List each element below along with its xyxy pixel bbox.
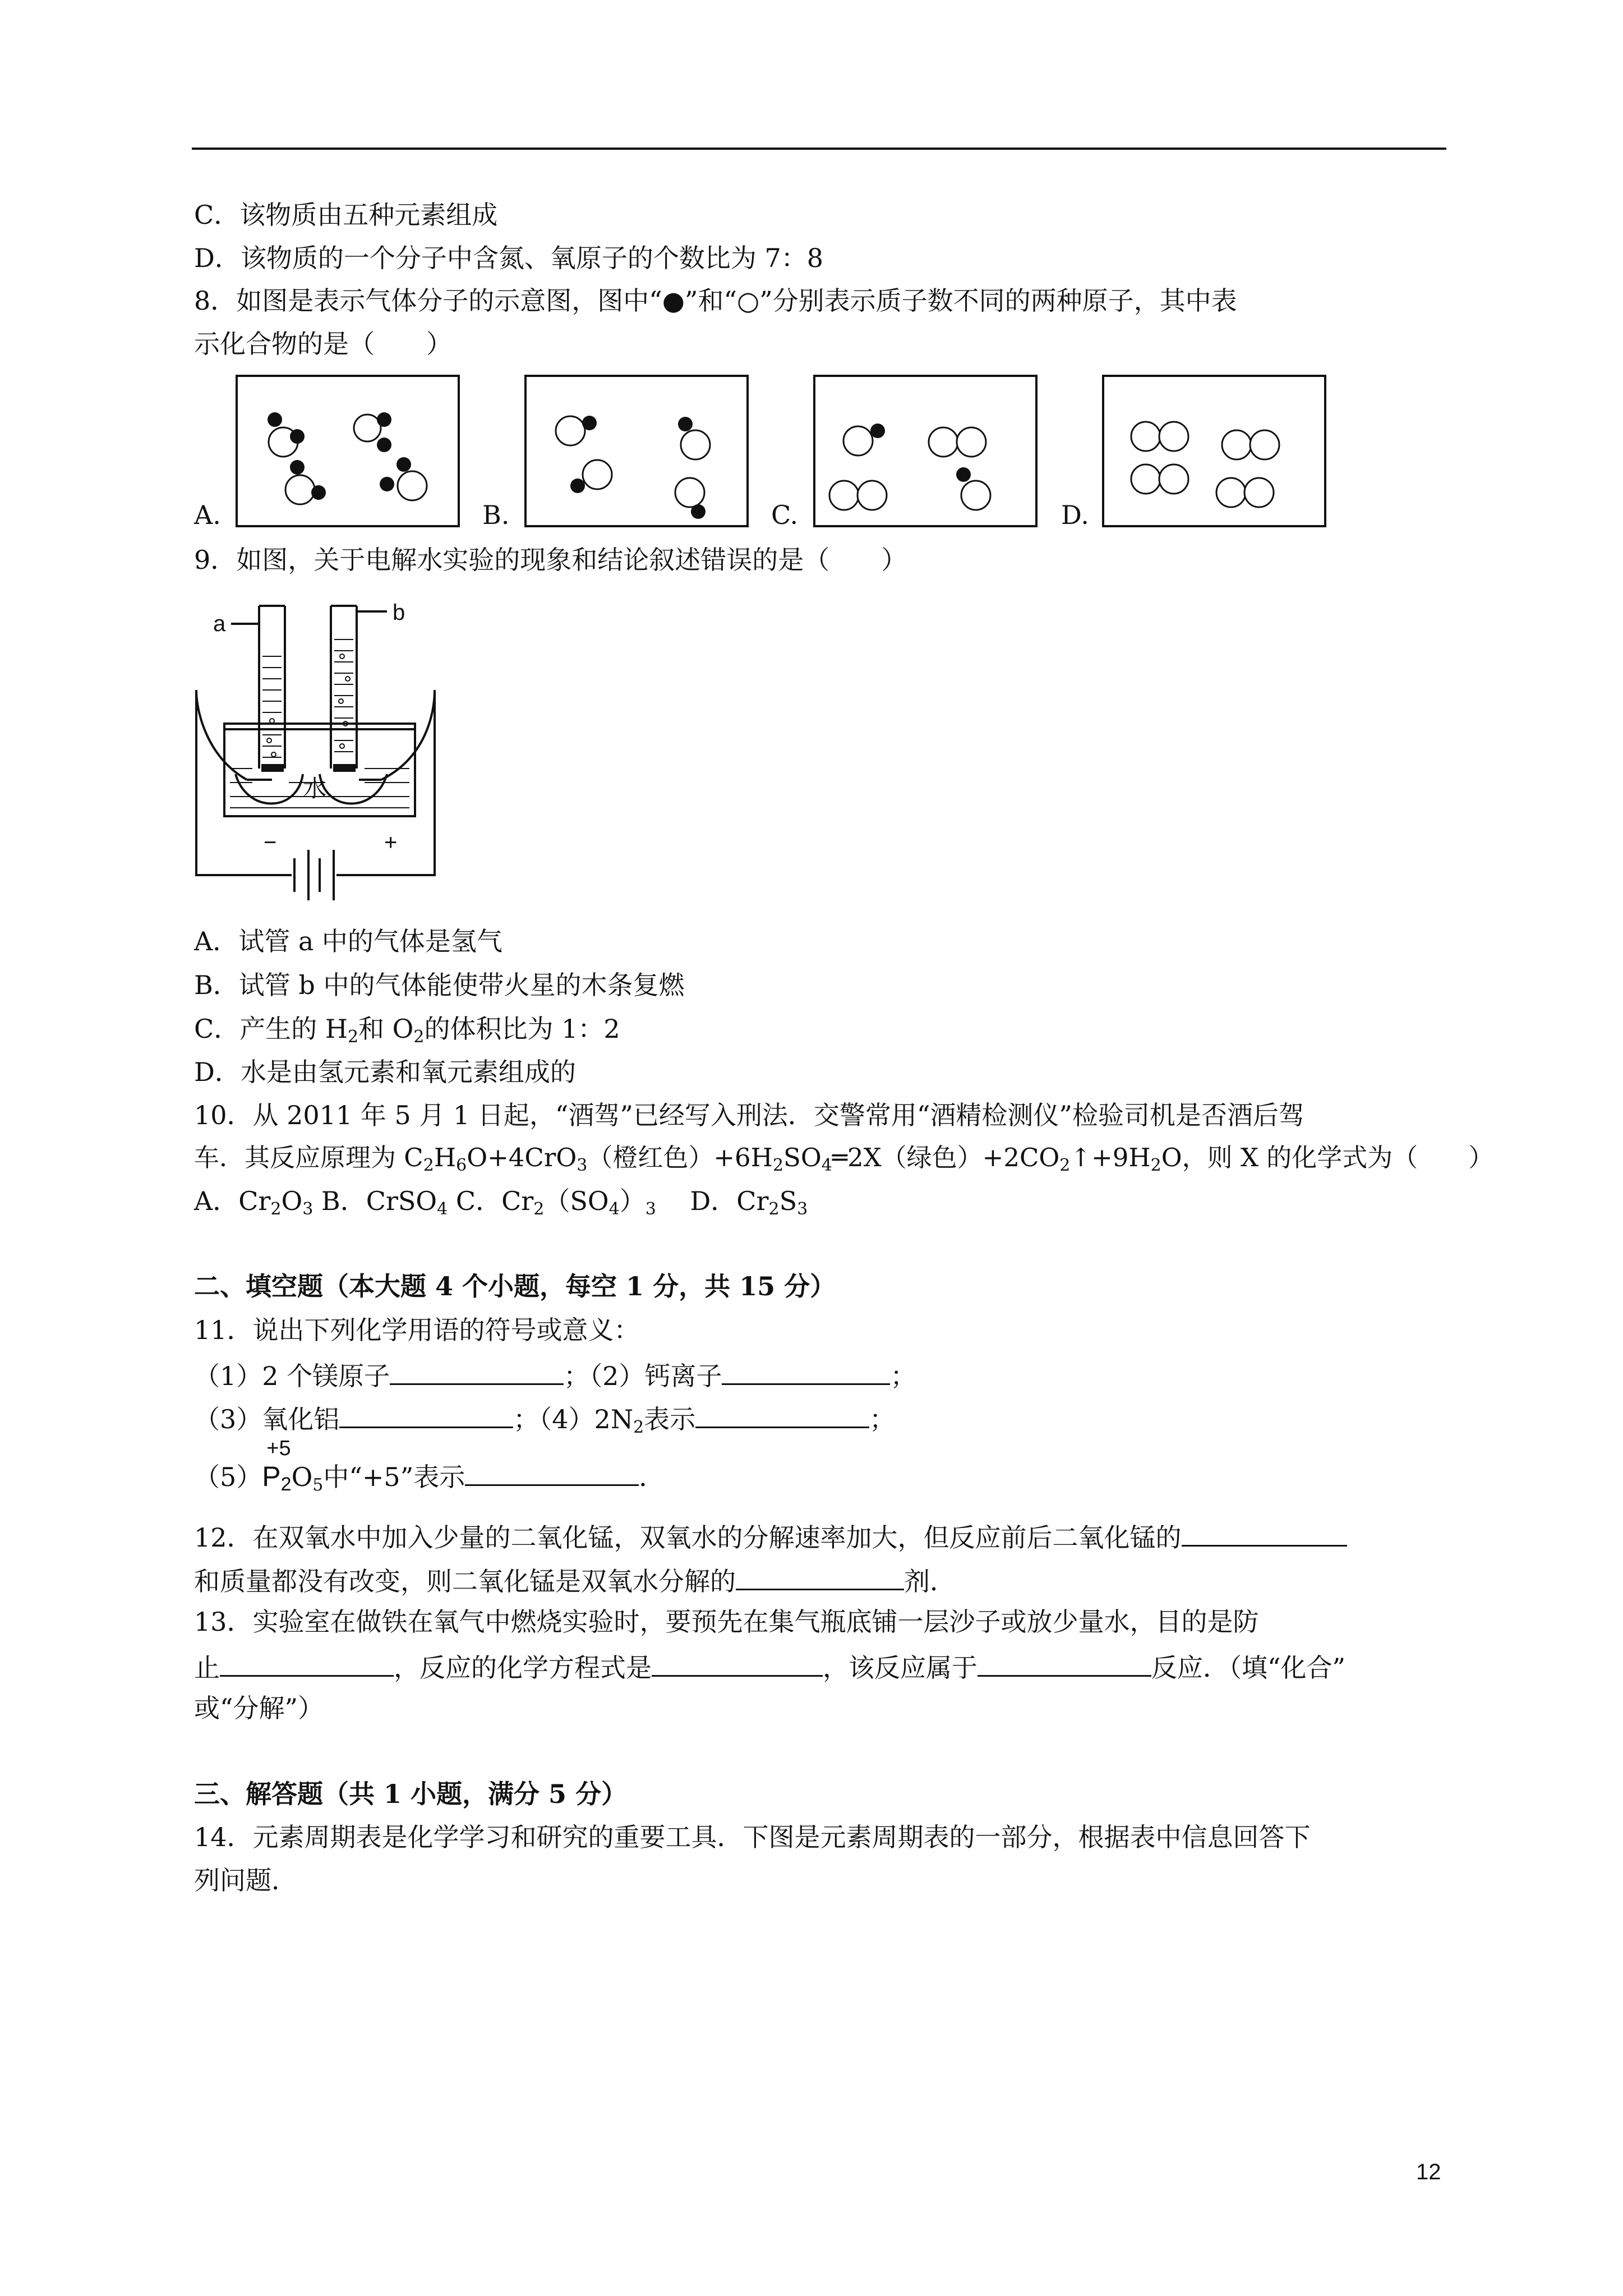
q11-line3: （5） +5 $P_2O_5$中“+5”表示 ． (194, 1437, 665, 1495)
blank-equation[interactable] (652, 1649, 823, 1677)
q13-line2: 止 ，反应的化学方程式是 ，该反应属于 反应．（填“化合” (194, 1649, 1345, 1683)
blank-mno2-property[interactable] (1182, 1519, 1347, 1547)
q9-option-d: D．水是由氢元素和氧元素组成的 (194, 1057, 576, 1087)
tube-b-label: b (393, 600, 405, 625)
q8-label-c: C. (771, 500, 799, 530)
q8-figure-c (813, 375, 1038, 527)
q9-stem: 9．如图，关于电解水实验的现象和结论叙述错误的是（ ） (194, 545, 907, 575)
q13-line3: 或“分解”） (194, 1693, 324, 1723)
q8-label-d: D. (1061, 500, 1089, 530)
tube-a-label: a (213, 611, 226, 636)
blank-al2o3[interactable] (339, 1401, 513, 1428)
q9-option-a: A．试管 a 中的气体是氢气 (194, 926, 502, 956)
blank-2n2-meaning[interactable] (695, 1401, 869, 1428)
q8-label-a: A. (194, 500, 221, 530)
blank-catalyst[interactable] (736, 1563, 904, 1590)
q14-line1: 14．元素周期表是化学学习和研究的重要工具．下图是元素周期表的一部分，根据表中信息回答下 (194, 1822, 1311, 1852)
q12-line2: 和质量都没有改变，则二氧化锰是双氧水分解的 剂． (194, 1563, 956, 1597)
section3-title: 三、解答题（共 1 小题，满分 5 分） (194, 1779, 628, 1809)
q8-figure-b (524, 375, 749, 527)
plus-label: + (384, 830, 398, 855)
blank-purpose[interactable] (220, 1649, 394, 1677)
minus-label: − (264, 830, 277, 855)
q14-line2: 列问题． (194, 1865, 297, 1895)
q7-option-c: C．该物质由五种元素组成 (194, 200, 498, 230)
q11-line2: （3）氧化铝 ；$(4)2N_2$表示 ； (194, 1401, 895, 1443)
q12-line1: 12．在双氧水中加入少量的二氧化锰，双氧水的分解速率加大，但反应前后二氧化锰的 (194, 1519, 1347, 1553)
blank-valence-meaning[interactable] (465, 1458, 639, 1486)
q7-option-d: D．该物质的一个分子中含氮、氧原子的个数比为 7：8 (194, 243, 824, 273)
blank-ca-ion[interactable] (722, 1358, 890, 1385)
q11-line1: （1）2 个镁原子 ；（2）钙离子 ； (194, 1358, 916, 1392)
section2-title: 二、填空题（本大题 4 个小题，每空 1 分，共 15 分） (194, 1271, 836, 1301)
q10-line2: 车．其反应原理为 $C_2H_6O+4CrO_3$（橙红色）$+6H_2SO_4═2X$（绿色）$+2CO_2↑+9H_2O$，则 X 的化学式为（ ） (194, 1143, 1494, 1175)
q9-option-b: B．试管 b 中的气体能使带火星的木条复燃 (194, 970, 685, 1000)
q10-options: A．$Cr_2O_3$ B．CrSO$_4$ C．$Cr_2(SO_4)_3$ D．$Cr_2S_3$ (194, 1186, 808, 1219)
q8-stem-line2: 示化合物的是（ ） (194, 329, 452, 359)
q11-stem: 11．说出下列化学用语的符号或意义： (194, 1315, 640, 1345)
q10-line1: 10．从 2011 年 5 月 1 日起，“酒驾”已经写入刑法．交警常用“酒精检测仪”检验司机是否酒后驾 (194, 1100, 1304, 1130)
q8-figure-d (1102, 375, 1326, 527)
page-number: 12 (1416, 2160, 1441, 2184)
q9-option-c: C．产生的 $H_2$和 $O_2$的体积比为 1：2 (194, 1014, 620, 1047)
q9-electrolysis-figure (191, 589, 443, 914)
q8-figure-a (236, 375, 460, 527)
q13-line1: 13．实验室在做铁在氧气中燃烧实验时，要预先在集气瓶底铺一层沙子或放少量水，目的是防 (194, 1607, 1259, 1637)
q8-label-b: B. (482, 500, 510, 530)
blank-mg-atoms[interactable] (390, 1358, 564, 1385)
blank-reaction-type[interactable] (978, 1649, 1151, 1677)
water-label: 水 (303, 775, 327, 802)
header-rule (192, 148, 1446, 150)
q8-stem-line1: 8．如图是表示气体分子的示意图，图中“●”和“○”分别表示质子数不同的两种原子，其中表 (194, 286, 1237, 316)
